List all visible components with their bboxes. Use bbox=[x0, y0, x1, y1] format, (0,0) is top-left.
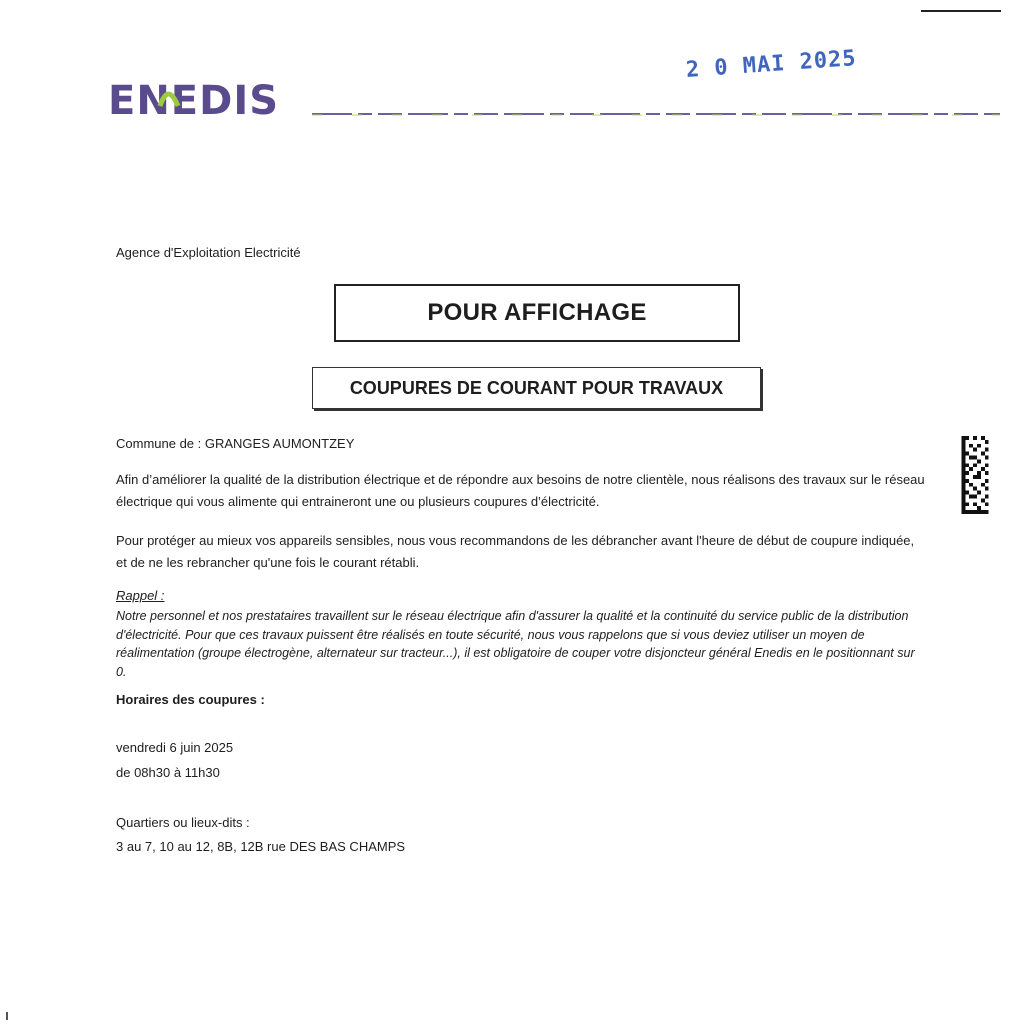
protection-paragraph: Pour protéger au mieux vos appareils sensibles, nous vous recommandons de les débrancher avant l'heure de début de coupure indiquée, et de ne les rebrancher qu'une fois le courant rétabli. bbox=[116, 533, 915, 570]
header-rule bbox=[312, 112, 1000, 116]
coupures-title: COUPURES DE COURANT POUR TRAVAUX bbox=[349, 377, 724, 398]
intro-paragraph: Afin d’améliorer la qualité de la distribution électrique et de répondre aux besoins de notre clientèle, nous réalisons des travaux sur le réseau électrique qui vous alimente qui entraineront une ou plusieurs coupures d’électricité. bbox=[116, 472, 925, 509]
rappel-heading: Rappel : bbox=[116, 588, 165, 603]
pour-affichage-box bbox=[334, 284, 740, 342]
enedis-logo bbox=[108, 76, 298, 120]
rappel-body: Notre personnel et nos prestataires travaillent sur le réseau électrique afin d'assurer la qualité et la continuité du service public de la distribution d'électricité. Pour que ces travaux puissent être réalisés en toute sécurité, nous vous rappelons que si vous deviez utiliser un moyen de réalimentation (groupe électrogène, alternateur sur tracteur...), il est obligatoire de couper votre disjoncteur général Enedis en le positionnant sur 0. bbox=[116, 609, 915, 679]
quartiers-heading: Quartiers ou lieux-dits : bbox=[116, 815, 250, 830]
quartiers-value: 3 au 7, 10 au 12, 8B, 12B rue DES BAS CHAMPS bbox=[116, 839, 406, 854]
datamatrix-code bbox=[961, 436, 989, 514]
pour-affichage-title: POUR AFFICHAGE bbox=[427, 299, 647, 326]
scan-edge-line bbox=[921, 10, 1001, 12]
agency-name: Agence d'Exploitation Electricité bbox=[116, 245, 301, 260]
outage-time: de 08h30 à 11h30 bbox=[116, 765, 220, 780]
outage-date: vendredi 6 juin 2025 bbox=[116, 740, 234, 755]
scan-artifact-mark bbox=[6, 1012, 8, 1020]
coupures-title-box bbox=[312, 367, 761, 409]
horaires-heading: Horaires des coupures : bbox=[116, 692, 265, 707]
logo-wordmark: ENEDIS bbox=[108, 78, 280, 120]
date-stamp: 2 0 MAI 2025 bbox=[685, 46, 858, 83]
commune-line: Commune de : GRANGES AUMONTZEY bbox=[116, 436, 355, 451]
